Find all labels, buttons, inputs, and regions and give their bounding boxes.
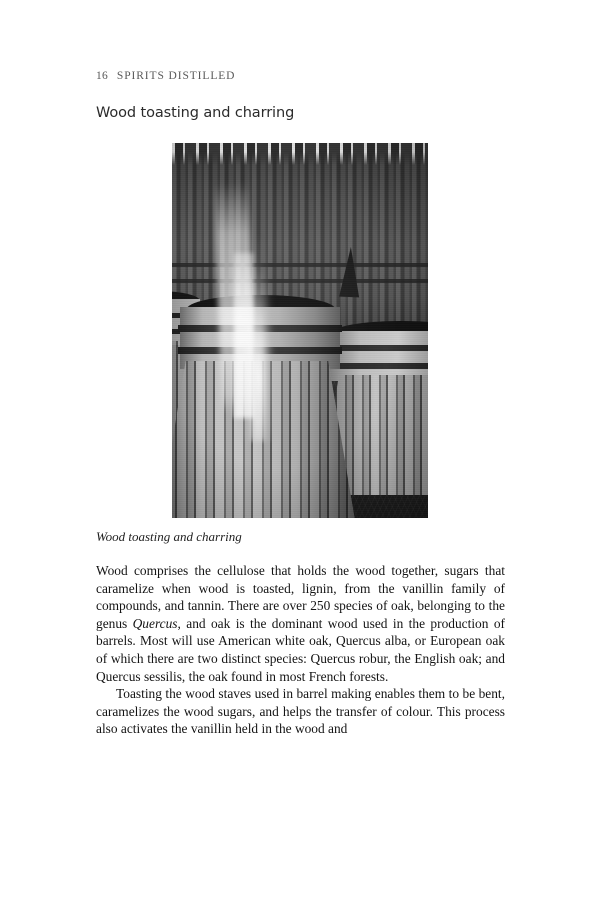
page-folio-number: 16 <box>96 70 108 82</box>
photo-smoke-plume-core <box>234 253 254 418</box>
running-head-book-title: SPIRITS DISTILLED <box>116 70 236 82</box>
body-text-run: Wood comprises the cellulose that holds the wood together, sugars that caramelize when wood is toasted, lignin, from the vanillin family of compounds, and tannin. There are over 250 species of oak, belonging to the genus <box>96 563 505 631</box>
section-heading: Wood toasting and charring <box>96 105 295 121</box>
body-text-run: , and oak is the dominant wood used in the production of barrels. Most will use American white oak, Quercus alba, or European oak of which there are two distinct species: Quercus robur, the English oak; and Quercus sessilis, the oak found in most French forests. <box>96 615 505 684</box>
photo-rear-hoop-lower <box>172 279 428 283</box>
photo-content <box>172 143 428 518</box>
running-head <box>96 70 235 82</box>
figure-photograph <box>172 143 428 518</box>
photo-stave-tops <box>172 143 428 165</box>
body-text-italic-run: Quercus <box>132 615 178 631</box>
body-text <box>96 562 505 738</box>
body-paragraph <box>96 685 505 738</box>
photo-rear-hoop-upper <box>172 263 428 267</box>
photo-dark-wedge-object <box>339 247 361 298</box>
figure-caption: Wood toasting and charring <box>96 529 242 544</box>
body-paragraph <box>96 562 505 685</box>
body-text-run: Toasting the wood staves used in barrel making enables them to be bent, caramelizes the wood sugars, and helps the transfer of colour. This process also activates the vanillin held in the wood and <box>96 686 505 737</box>
